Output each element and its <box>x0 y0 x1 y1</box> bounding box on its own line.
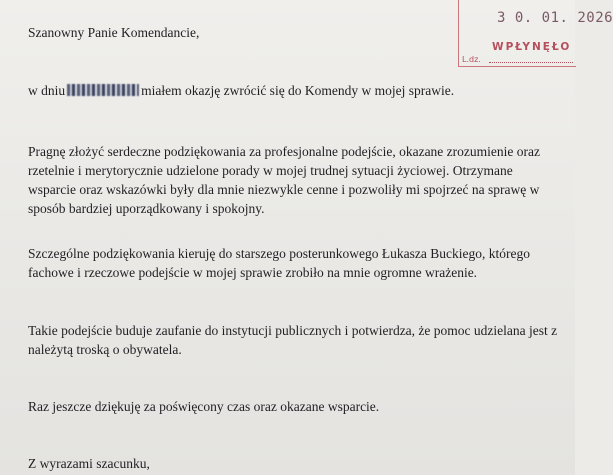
intro-line <box>28 81 454 101</box>
redacted-date <box>67 84 139 96</box>
paragraph-3-line-2: należytą troską o obywatela. <box>28 342 182 357</box>
stamp-ldz-dotted-line <box>489 62 573 63</box>
paragraph-4: Raz jeszcze dziękuję za poświęcony czas oraz okazane wsparcie. <box>28 399 380 414</box>
intro-before: w dniu <box>28 83 66 98</box>
paragraph-1-line-2: rzetelnie i merytorycznie udzielone porady w mojej trudnej sytuacji życiowej. Otrzymane <box>28 163 513 178</box>
closing: Z wyrazami szacunku, <box>28 456 150 471</box>
stamp-date: 3 0. 01. 2026 <box>497 10 613 26</box>
paragraph-1-line-4: sposób bardziej uporządkowany i spokojny. <box>28 201 265 216</box>
paragraph-1-line-1: Pragnę złożyć serdeczne podziękowania za profesjonalne podejście, okazane zrozumienie oraz <box>28 144 540 159</box>
stamp-ldz-label: L.dz. <box>462 55 481 64</box>
salutation: Szanowny Panie Komendancie, <box>28 25 200 40</box>
paragraph-2-line-1: Szczególne podziękowania kieruję do starszego posterunkowego Łukasza Buckiego, którego <box>28 246 530 261</box>
intro-after: miałem okazję zwrócić się do Komendy w mojej sprawie. <box>141 83 455 98</box>
paragraph-3-line-1: Takie podejście buduje zaufanie do instytucji publicznych i potwierdza, że pomoc udzielana jest z <box>28 323 558 338</box>
stamp-label: WPŁYNĘŁO <box>492 41 572 53</box>
received-stamp <box>458 0 613 67</box>
paragraph-1-line-3: wsparcie oraz wskazówki były dla mnie niezwykle cenne i pozwoliły mi spojrzeć na sprawę w <box>28 182 540 197</box>
paragraph-2-line-2: fachowe i rzeczowe podejście w mojej sprawie zrobiło na mnie ogromne wrażenie. <box>28 265 478 280</box>
